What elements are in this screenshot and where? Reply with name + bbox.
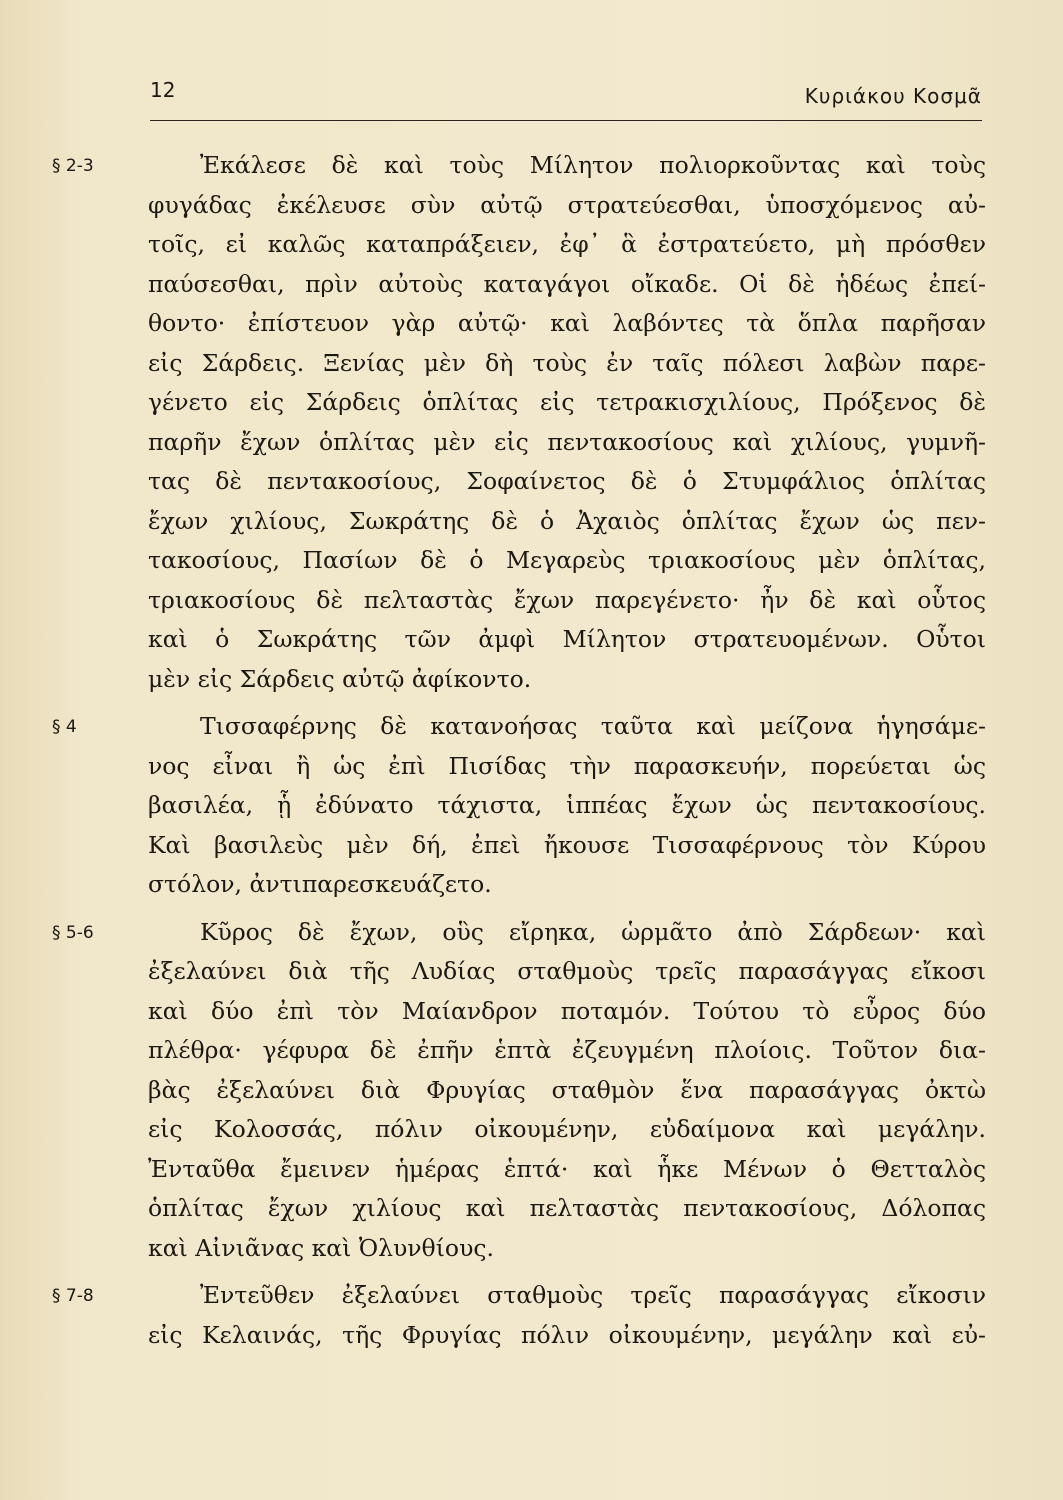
section-mark: § 4 xyxy=(52,717,77,737)
text-line: Ἐκάλεσε δὲ καὶ τοὺς Μίλητον πολιορκοῦντας καὶ τοὺς xyxy=(200,151,986,179)
text-line: πλέθρα· γέφυρα δὲ ἐπῆν ἑπτὰ ἐζευγμένη πλοίοις. Τοῦτον δια- xyxy=(148,1036,986,1064)
section-mark: § 5-6 xyxy=(52,922,94,943)
text-line: Καὶ βασιλεὺς μὲν δή, ἐπεὶ ἤκουσε Τισσαφέρνους τὸν Κύρου xyxy=(148,830,986,859)
text-line: εἰς Σάρδεις. Ξενίας μὲν δὴ τοὺς ἐν ταῖς πόλεσι λαβὼν παρε- xyxy=(148,348,986,377)
text-line: γένετο εἰς Σάρδεις ὁπλίτας εἰς τετρακισχιλίους, Πρόξενος δὲ xyxy=(148,388,986,416)
text-line: Ἐντεῦθεν ἐξελαύνει σταθμοὺς τρεῖς παρασάγγας εἴκοσιν xyxy=(200,1281,986,1309)
text-line: στόλον, ἀντιπαρεσκευάζετο. xyxy=(148,870,492,898)
section-mark: § 2-3 xyxy=(52,156,94,176)
text-line: τακοσίους, Πασίων δὲ ὁ Μεγαρεὺς τριακοσίους μὲν ὁπλίτας, xyxy=(148,546,986,574)
text-line: ὁπλίτας ἔχων χιλίους καὶ πελταστὰς πεντακοσίους, Δόλοπας xyxy=(148,1194,986,1222)
text-line: Ἐνταῦθα ἔμεινεν ἡμέρας ἑπτά· καὶ ἧκε Μένων ὁ Θετταλὸς xyxy=(148,1154,986,1183)
text-line: ἐξελαύνει διὰ τῆς Λυδίας σταθμοὺς τρεῖς παρασάγγας εἴκοσι xyxy=(148,957,986,985)
text-line: βὰς ἐξελαύνει διὰ Φρυγίας σταθμὸν ἕνα παρασάγγας ὀκτὼ xyxy=(148,1075,986,1104)
text-line: παύσεσθαι, πρὶν αὐτοὺς καταγάγοι οἴκαδε. Οἱ δὲ ἡδέως ἐπεί- xyxy=(148,269,986,298)
text-line: καὶ δύο ἐπὶ τὸν Μαίανδρον ποταμόν. Τούτου τὸ εὖρος δύο xyxy=(148,996,986,1025)
page-header xyxy=(150,78,982,118)
text-line: τας δὲ πεντακοσίους, Σοφαίνετος δὲ ὁ Στυμφάλιος ὁπλίτας xyxy=(148,467,986,495)
running-head: Κυριάκου Κοσμᾶ xyxy=(804,84,982,108)
text-line: καὶ ὁ Σωκράτης τῶν ἀμφὶ Μίλητον στρατευομένων. Οὗτοι xyxy=(148,625,986,653)
text-line: τοῖς, εἰ καλῶς καταπράξειεν, ἐφ᾽ ἃ ἐστρατεύετο, μὴ πρόσθεν xyxy=(148,230,986,258)
text-line: βασιλέα, ᾗ ἐδύνατο τάχιστα, ἱππέας ἔχων ὡς πεντακοσίους. xyxy=(148,791,986,819)
header-rule xyxy=(150,120,982,121)
text-line: ἔχων χιλίους, Σωκράτης δὲ ὁ Ἀχαιὸς ὁπλίτας ἔχων ὡς πεν- xyxy=(148,506,986,535)
text-line: θοντο· ἐπίστευον γὰρ αὐτῷ· καὶ λαβόντες τὰ ὅπλα παρῆσαν xyxy=(148,309,986,337)
page-number: 12 xyxy=(150,78,176,102)
text-line: νος εἶναι ἢ ὡς ἐπὶ Πισίδας τὴν παρασκευήν, πορεύεται ὡς xyxy=(148,751,986,780)
section-mark: § 7-8 xyxy=(52,1286,94,1306)
text-line: Τισσαφέρνης δὲ κατανοήσας ταῦτα καὶ μείζονα ἡγησάμε- xyxy=(200,712,986,740)
text-line: μὲν εἰς Σάρδεις αὐτῷ ἀφίκοντο. xyxy=(148,664,532,693)
text-line: φυγάδας ἐκέλευσε σὺν αὐτῷ στρατεύεσθαι, ὑποσχόμενος αὐ- xyxy=(148,190,986,219)
text-line: εἰς Κελαινάς, τῆς Φρυγίας πόλιν οἰκουμένην, μεγάλην καὶ εὐ- xyxy=(148,1320,986,1349)
text-line: Κῦρος δὲ ἔχων, οὓς εἴρηκα, ὡρμᾶτο ἀπὸ Σάρδεων· καὶ xyxy=(200,917,986,946)
text-line: καὶ Αἰνιᾶνας καὶ Ὀλυνθίους. xyxy=(148,1233,494,1262)
text-line: παρῆν ἔχων ὁπλίτας μὲν εἰς πεντακοσίους καὶ χιλίους, γυμνῆ- xyxy=(148,427,986,456)
text-line: τριακοσίους δὲ πελταστὰς ἔχων παρεγένετο· ἦν δὲ καὶ οὗτος xyxy=(148,585,986,614)
text-line: εἰς Κολοσσάς, πόλιν οἰκουμένην, εὐδαίμονα καὶ μεγάλην. xyxy=(148,1115,986,1143)
